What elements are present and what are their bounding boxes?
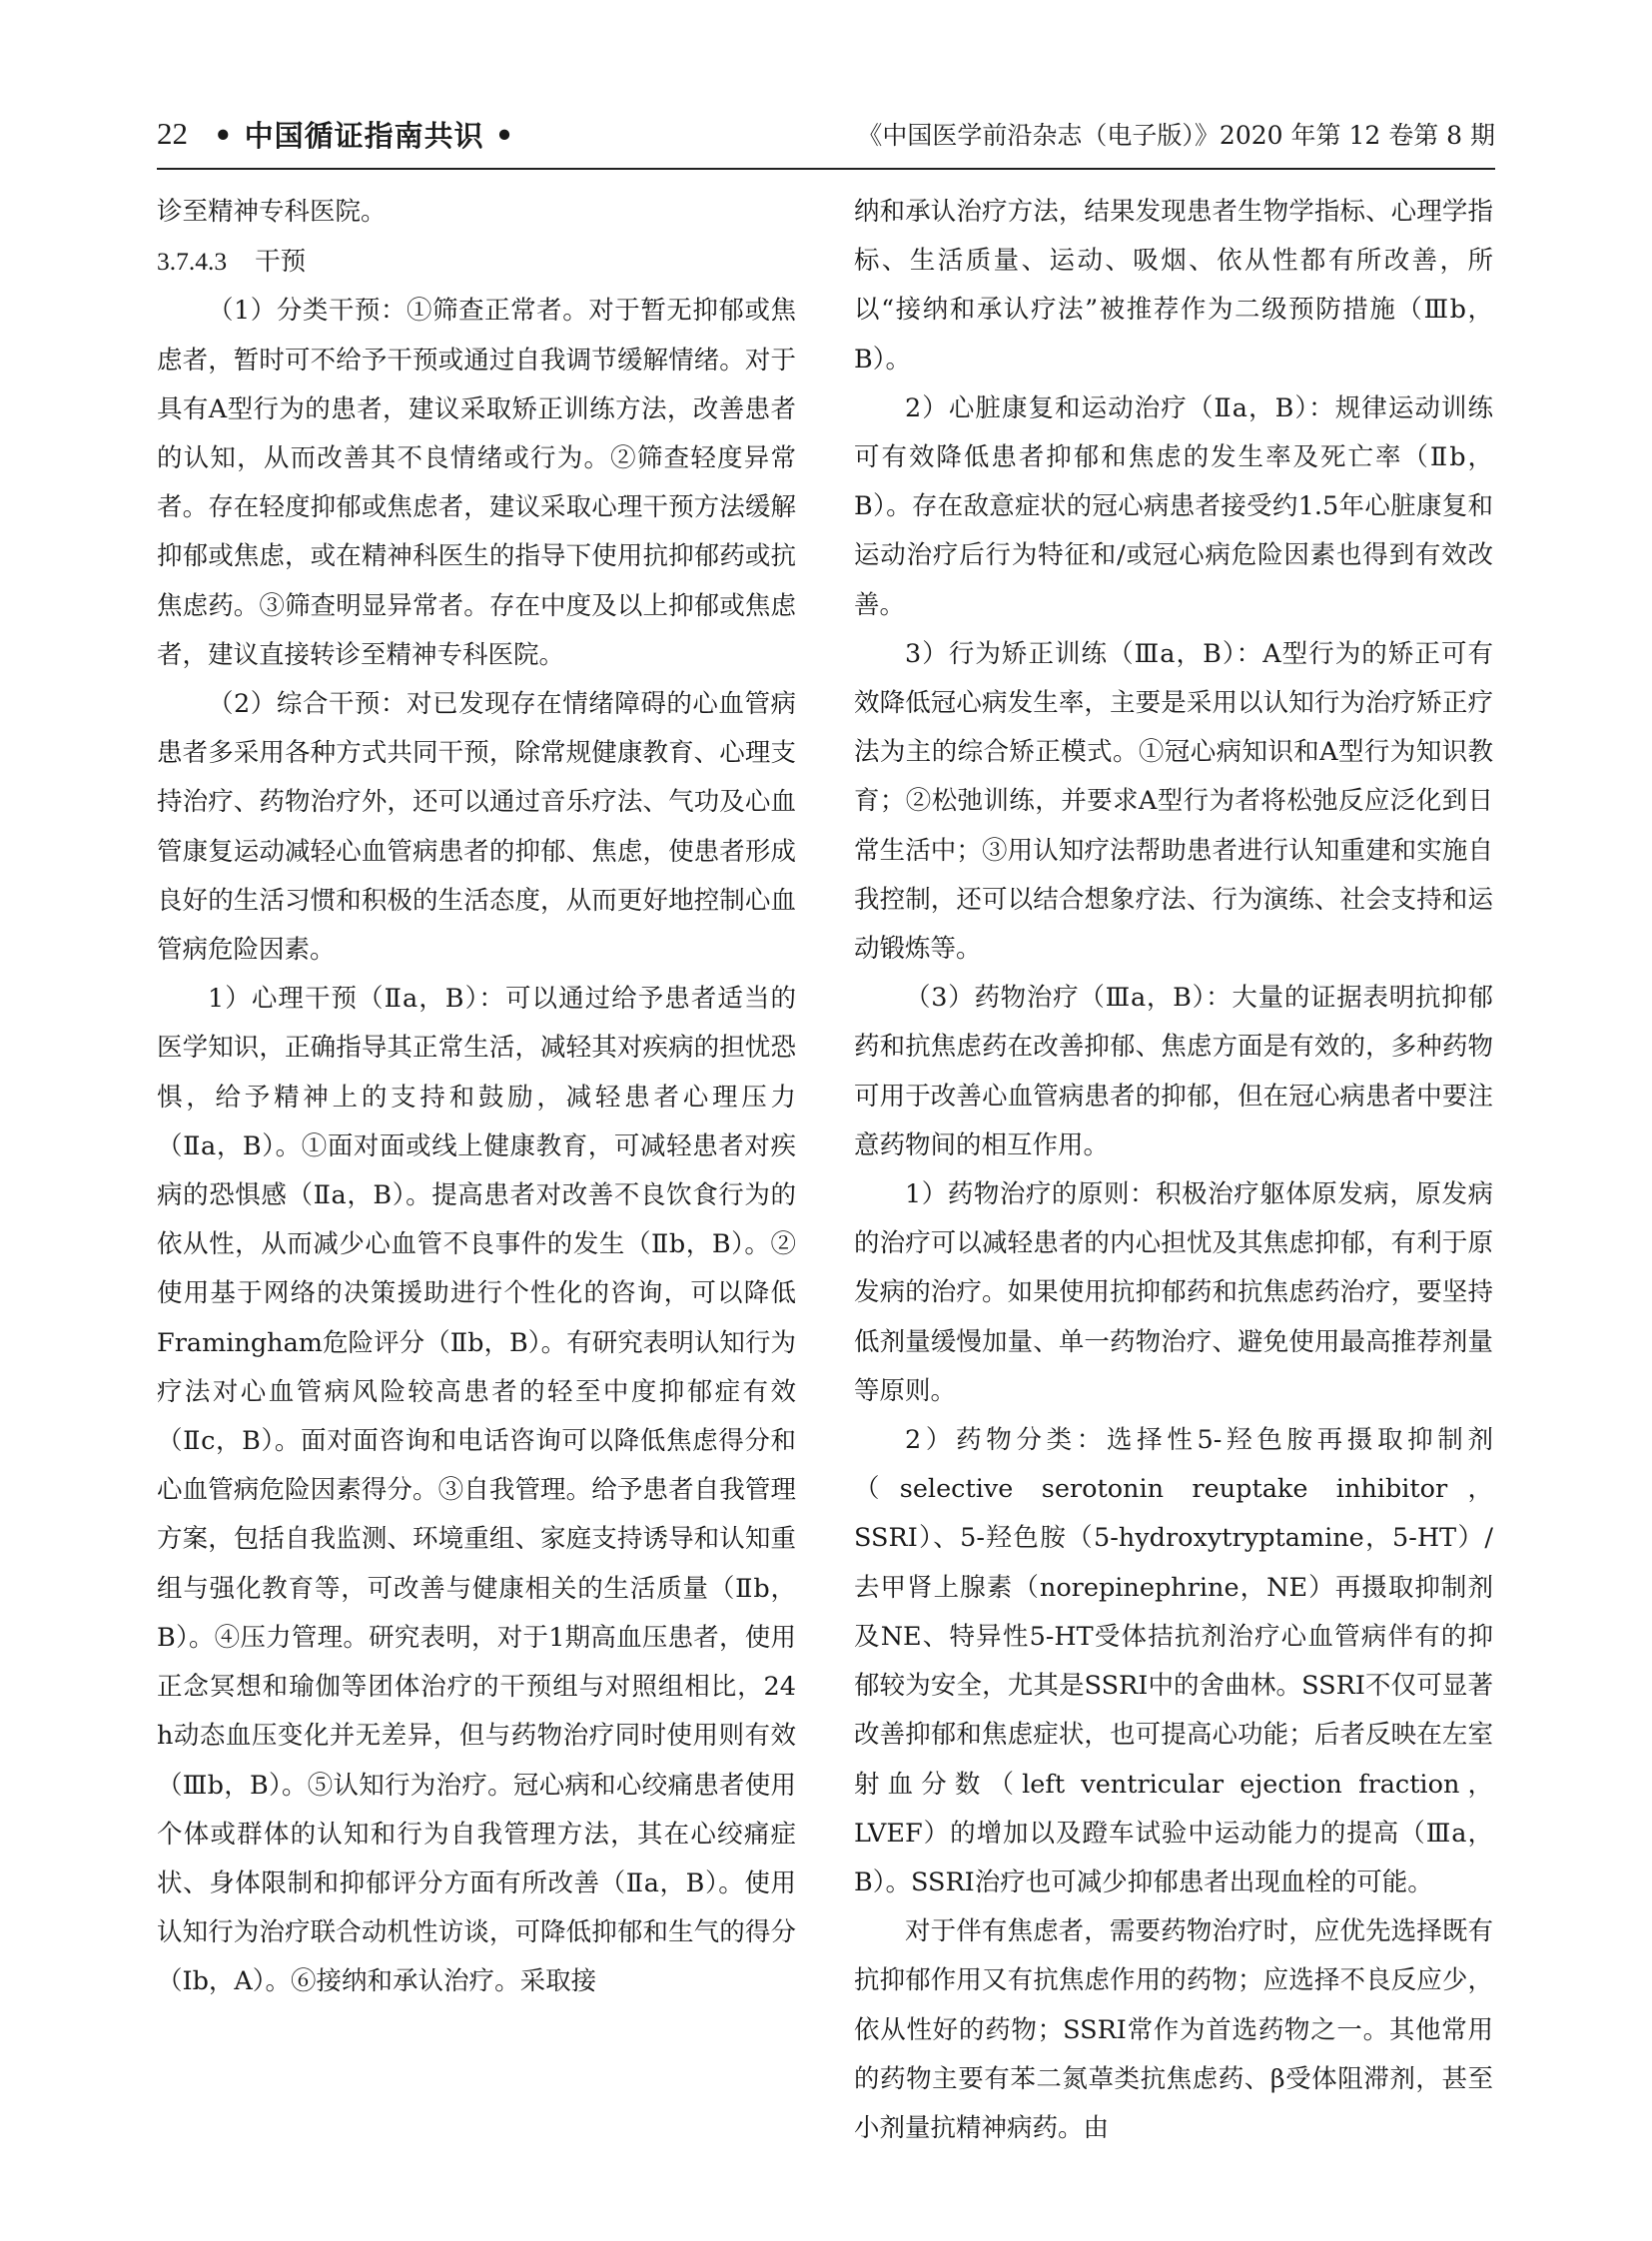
continuation-text: 纳和承认治疗方法，结果发现患者生物学指标、心理学指标、生活质量、运动、吸烟、依从性都有所改善，所以“接纳和承认疗法”被推荐作为二级预防措施（Ⅲb，B）。 [854,197,1493,374]
section-heading [157,237,796,287]
section-number: 3.7.4.3 [157,247,228,277]
paragraph-psychological-intervention: 1）心理干预（Ⅱa，B）：可以通过给予患者适当的医学知识，正确指导其正常生活，减轻其对疾病的担忧恐惧，给予精神上的支持和鼓励，减轻患者心理压力（Ⅱa，B）。①面对面或线上健康教育，可减轻患者对疾病的恐惧感（Ⅱa，B）。提高患者对改善不良饮食行为的依从性，从而减少心血管不良事件的发生（Ⅱb，B）。②使用基于网络的决策援助进行个性化的咨询，可以降低Framingham危险评分（Ⅱb，B）。有研究表明认知行为疗法对心血管病风险较高患者的轻至中度抑郁症有效（Ⅱc，B）。面对面咨询和电话咨询可以降低焦虑得分和心血管病危险因素得分。③自我管理。给予患者自我管理方案，包括自我监测、环境重组、家庭支持诱导和认知重组与强化教育等，可改善与健康相关的生活质量（Ⅱb，B）。④压力管理。研究表明，对于1期高血压患者，使用正念冥想和瑜伽等团体治疗的干预组与对照组相比，24 h动态血压变化并无差异，但与药物治疗同时使用则有效（Ⅲb，B）。⑤认知行为治疗。冠心病和心绞痛患者使用个体或群体的认知和行为自我管理方法，其在心绞痛症状、身体限制和抑郁评分方面有所改善（Ⅱa，B）。使用认知行为治疗联合动机性访谈，可降低抑郁和生气的得分（Ⅰb，A）。⑥接纳和承认治疗。采取接 [157,984,796,1997]
header-divider [157,168,1495,170]
paragraph-cardiac-rehab: 2）心脏康复和运动治疗（Ⅱa，B）：规律运动训练可有效降低患者抑郁和焦虑的发生率及死亡率（Ⅱb，B）。存在敌意症状的冠心病患者接受约1.5年心脏康复和运动治疗后行为特征和/或冠心病危险因素也得到有效改善。 [854,392,1493,620]
section-title: 干预 [255,247,307,278]
page-header [157,108,1495,160]
paragraph-classified-intervention: （1）分类干预：①筛查正常者。对于暂无抑郁或焦虑者，暂时可不给予干预或通过自我调节缓解情绪。对于具有A型行为的患者，建议采取矫正训练方法，改善患者的认知，从而改善其不良情绪或行为。②筛查轻度异常者。存在轻度抑郁或焦虑者，建议采取心理干预方法缓解抑郁或焦虑，或在精神科医生的指导下使用抗抑郁药或抗焦虑药。③筛查明显异常者。存在中度及以上抑郁或焦虑者，建议直接转诊至精神专科医院。 [157,296,796,670]
right-column [854,188,1493,2153]
paragraph-drug-classes: 2）药物分类：选择性5-羟色胺再摄取抑制剂（selective serotonin reuptake inhibitor，SSRI）、5-羟色胺（5-hydroxytryptamine，5-HT）/去甲肾上腺素（norepinephrine，NE）再摄取抑制剂及NE、特异性5-HT受体拮抗剂治疗心血管病伴有的抑郁较为安全，尤其是SSRI中的舍曲林。SSRI不仅可显著改善抑郁和焦虑症状，也可提高心功能；后者反映在左室射血分数（left ventricular ejection fraction，LVEF）的增加以及蹬车试验中运动能力的提高（Ⅲa，B）。SSRI治疗也可减少抑郁患者出现血栓的可能。 [854,1425,1493,1897]
journal-citation: 《中国医学前沿杂志（电子版）》2020 年第 12 卷第 8 期 [857,121,1495,150]
paragraph-drug-therapy: （3）药物治疗（Ⅲa，B）：大量的证据表明抗抑郁药和抗焦虑药在改善抑郁、焦虑方面是有效的，多种药物可用于改善心血管病患者的抑郁，但在冠心病患者中要注意药物间的相互作用。 [854,983,1493,1160]
paragraph-anxiety-treatment: 对于伴有焦虑者，需要药物治疗时，应优先选择既有抗抑郁作用又有抗焦虑作用的药物；应选择不良反应少，依从性好的药物；SSRI常作为首选药物之一。其他常用的药物主要有苯二氮䓬类抗焦虑药、β受体阻滞剂，甚至小剂量抗精神病药。由 [854,1916,1493,2143]
section-banner: • 中国循证指南共识 • [214,118,515,153]
paragraph-behavior-correction: 3）行为矫正训练（Ⅲa，B）：A型行为的矫正可有效降低冠心病发生率，主要是采用以认知行为治疗矫正疗法为主的综合矫正模式。①冠心病知识和A型行为知识教育；②松弛训练，并要求A型行为者将松弛反应泛化到日常生活中；③用认知疗法帮助患者进行认知重建和实施自我控制，还可以结合想象疗法、行为演练、社会支持和运动锻炼等。 [854,638,1493,965]
paragraph-comprehensive-intervention: （2）综合干预：对已发现存在情绪障碍的心血管病患者多采用各种方式共同干预，除常规健康教育、心理支持治疗、药物治疗外，还可以通过音乐疗法、气功及心血管康复运动减轻心血管病患者的抑郁、焦虑，使患者形成良好的生活习惯和积极的生活态度，从而更好地控制心血管病危险因素。 [157,689,796,966]
page-number: 22 [157,116,188,151]
header-left [157,114,514,155]
paragraph-drug-principles: 1）药物治疗的原则：积极治疗躯体原发病，原发病的治疗可以减轻患者的内心担忧及其焦虑抑郁，有利于原发病的治疗。如果使用抗抑郁药和抗焦虑药治疗，要坚持低剂量缓慢加量、单一药物治疗、避免使用最高推荐剂量等原则。 [854,1179,1493,1406]
continuation-text: 诊至精神专科医院。 [157,197,387,227]
left-column [157,188,796,2007]
